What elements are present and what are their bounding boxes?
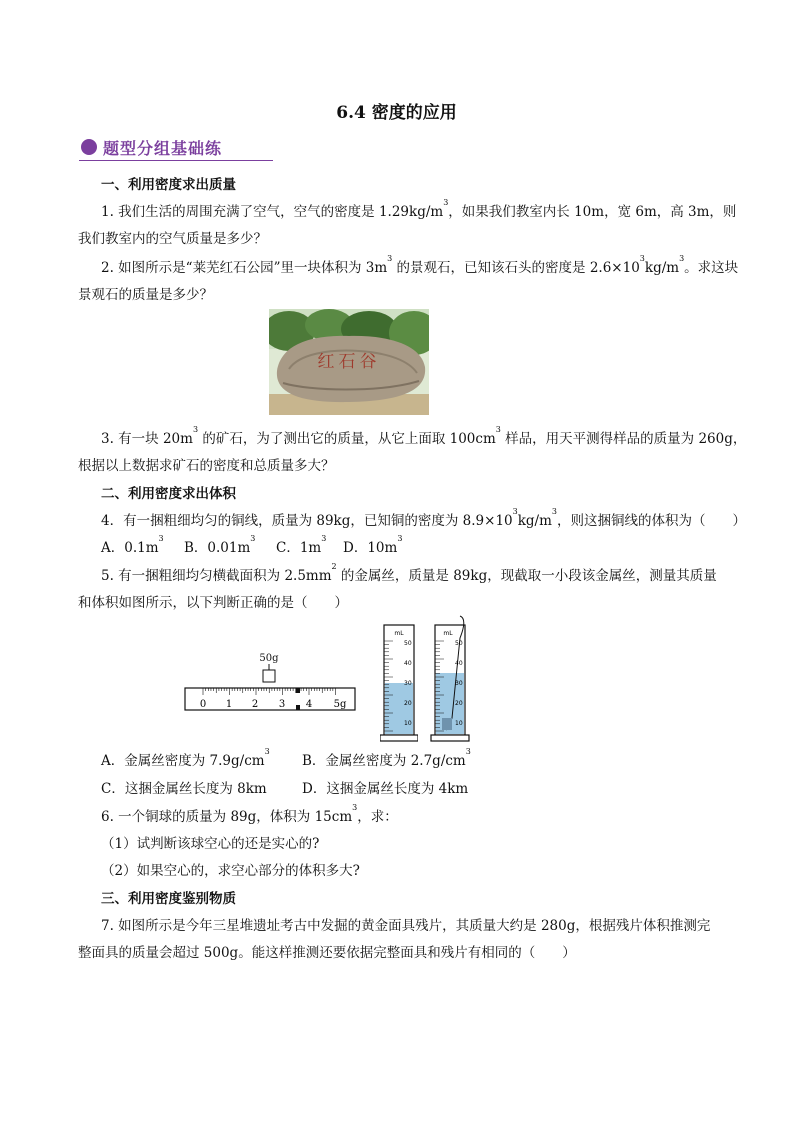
section-banner-text: 题型分组基础练 [103, 139, 223, 158]
q4-option-b: B．$0.01m^3$ [184, 534, 256, 556]
cyl2-tick-20: 20 [455, 700, 463, 707]
q2-line2: 景观石的质量是多少？ [78, 287, 213, 303]
scale-label-1: 1 [225, 699, 233, 710]
q5-option-b: B．金属丝密度为 $2.7g/cm^3$ [302, 747, 471, 769]
cylinder-unit: mL [394, 630, 404, 637]
rock-inscription: 红石谷 [317, 352, 381, 372]
cyl1-tick-30: 30 [404, 680, 412, 687]
cyl2-tick-40: 40 [455, 660, 463, 667]
graduated-cylinder-water [380, 619, 418, 743]
page-title: 6.4 密度的应用 [336, 103, 457, 123]
q5-option-a: A．金属丝密度为 $7.9g/cm^3$ [101, 747, 270, 769]
metal-sample-icon [442, 718, 452, 730]
cyl1-tick-10: 10 [404, 720, 412, 727]
cyl2-tick-50: 50 [455, 640, 463, 647]
q4-line1: 4．有一捆粗细均匀的铜线，质量为 89kg，已知铜的密度为 $8.9\times 10^3kg/m^3$，则这捆铜线的体积为（ ） [101, 507, 746, 529]
cyl1-tick-50: 50 [404, 640, 412, 647]
scale-label-2: 2 [251, 699, 259, 710]
rock-photo [269, 309, 429, 415]
bullet-dot-icon [81, 139, 97, 155]
q5-option-c: C．这捆金属丝长度为 8km [101, 781, 267, 797]
cyl2-tick-30: 30 [455, 680, 463, 687]
q7-line2: 整面具的质量会超过 500g。能这样推测还要依据完整面具和残片有相同的（ ） [78, 945, 576, 961]
q1-line2: 我们教室内的空气质量是多少？ [78, 231, 267, 247]
q5-line2: 和体积如图所示，以下判断正确的是（ ） [78, 595, 348, 611]
balance-scale-figure [183, 650, 358, 714]
slider-top-icon [296, 688, 300, 693]
q5-line1: 5. 有一捆粗细均匀横截面积为 $2.5mm^2$ 的金属丝，质量是 89kg，现截取一小段该金属丝，测量其质量 [101, 562, 717, 584]
scale-label-0: 0 [199, 699, 207, 710]
q4-option-a: A．$0.1m^3$ [101, 534, 164, 556]
q6-sub2: （2）如果空心的，求空心部分的体积多大? [101, 863, 360, 879]
slider-bottom-icon [296, 705, 300, 710]
cylinder2-unit: mL [443, 630, 453, 637]
section-heading-3: 三、利用密度鉴别物质 [101, 891, 236, 907]
q1-line1: 1. 我们生活的周围充满了空气，空气的密度是 $1.29kg/m^3$，如果我们教室内长 10m，宽 6m，高 3m，则 [101, 198, 737, 220]
scale-label-3: 3 [278, 699, 286, 710]
cyl2-tick-10: 10 [455, 720, 463, 727]
q6-sub1: （1）试判断该球空心的还是实心的? [101, 836, 320, 852]
cyl1-tick-40: 40 [404, 660, 412, 667]
q2-line1: 2. 如图所示是“莱芜红石公园”里一块体积为 $3m^3$ 的景观石，已知该石头的密度是 $2.6\times 10^3kg/m^3$。求这块 [101, 254, 739, 276]
weight-label: 50g [259, 653, 279, 664]
q5-option-d: D．这捆金属丝长度为 4km [302, 781, 469, 797]
scale-label-5: 5g [333, 699, 347, 710]
cyl1-tick-20: 20 [404, 700, 412, 707]
q4-option-c: C．$1m^3$ [276, 534, 327, 556]
section-heading-1: 一、利用密度求出质量 [101, 177, 236, 193]
q3-line1: 3. 有一块 $20m^3$ 的矿石，为了测出它的质量，从它上面取 $100cm^3$ 样品，用天平测得样品的质量为 260g， [101, 425, 747, 447]
section-banner [79, 136, 273, 161]
weight-icon [263, 670, 275, 682]
q7-line1: 7. 如图所示是今年三星堆遗址考古中发掘的黄金面具残片，其质量大约是 280g，根据残片体积推测完 [101, 918, 711, 934]
q4-option-d: D．$10m^3$ [343, 534, 403, 556]
graduated-cylinder-wire [430, 614, 470, 743]
q6-line1: 6. 一个铜球的质量为 89g，体积为 $15cm^3$，求： [101, 803, 398, 825]
section-heading-2: 二、利用密度求出体积 [101, 486, 236, 502]
q3-line2: 根据以上数据求矿石的密度和总质量多大？ [78, 458, 335, 474]
scale-label-4: 4 [305, 699, 313, 710]
